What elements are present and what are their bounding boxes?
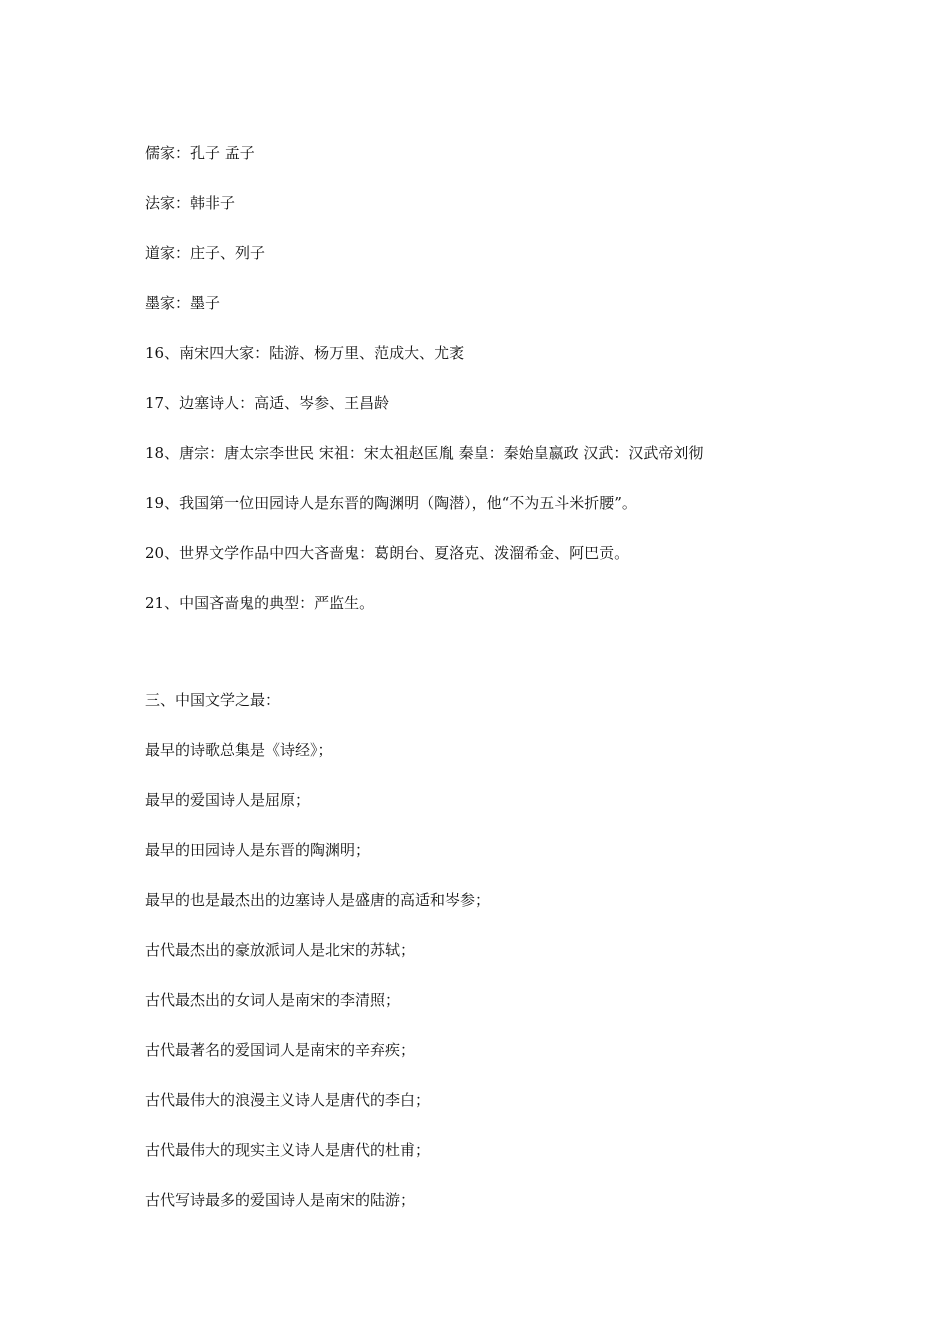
text-line-item-17: 17、边塞诗人：高适、岑参、王昌龄 — [145, 394, 390, 412]
list-item: 古代最伟大的浪漫主义诗人是唐代的李白； — [145, 1091, 431, 1109]
text-line-item-21: 21、中国吝啬鬼的典型：严监生。 — [145, 594, 375, 612]
text-line-mohism: 墨家：墨子 — [145, 294, 221, 312]
list-item: 古代最著名的爱国词人是南宋的辛弃疾； — [145, 1041, 416, 1059]
section-heading: 三、中国文学之最： — [145, 691, 281, 709]
text-line-item-16: 16、南宋四大家：陆游、杨万里、范成大、尤袤 — [145, 344, 465, 362]
text-line-confucianism: 儒家：孔子 孟子 — [145, 144, 255, 162]
text-line-item-20: 20、世界文学作品中四大吝啬鬼：葛朗台、夏洛克、泼溜希金、阿巴贡。 — [145, 544, 630, 562]
list-item: 最早的爱国诗人是屈原； — [145, 791, 311, 809]
document-body — [145, 141, 865, 1238]
list-item: 最早的田园诗人是东晋的陶渊明； — [145, 841, 371, 859]
text-line-taoism: 道家：庄子、列子 — [145, 244, 266, 262]
list-item: 古代写诗最多的爱国诗人是南宋的陆游； — [145, 1191, 416, 1209]
list-item: 最早的也是最杰出的边塞诗人是盛唐的高适和岑参； — [145, 891, 491, 909]
text-line-item-18: 18、唐宗：唐太宗李世民 宋祖：宋太祖赵匡胤 秦皇：秦始皇嬴政 汉武：汉武帝刘彻 — [145, 444, 704, 462]
section-spacer — [145, 641, 865, 688]
list-item: 古代最杰出的豪放派词人是北宋的苏轼； — [145, 941, 416, 959]
list-item: 最早的诗歌总集是《诗经》； — [145, 741, 333, 759]
list-item: 古代最伟大的现实主义诗人是唐代的杜甫； — [145, 1141, 431, 1159]
text-line-legalism: 法家：韩非子 — [145, 194, 236, 212]
text-line-item-19: 19、我国第一位田园诗人是东晋的陶渊明（陶潜），他“不为五斗米折腰”。 — [145, 494, 637, 512]
list-item: 古代最杰出的女词人是南宋的李清照； — [145, 991, 401, 1009]
